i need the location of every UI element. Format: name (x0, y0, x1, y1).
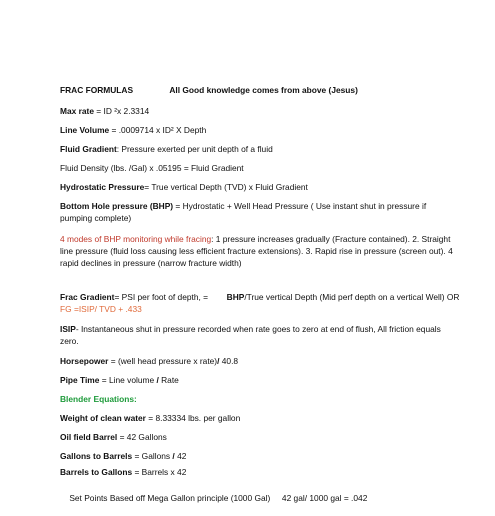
clean-water-label: Weight of clean water (60, 413, 146, 423)
frac-gradient-paragraph (60, 291, 460, 315)
gal-to-bbl-label: Gallons to Barrels (60, 451, 133, 461)
clean-water-line (60, 412, 460, 424)
horsepower-end: 40.8 (219, 356, 239, 366)
frac-gradient-bhp: BHP (226, 292, 245, 302)
set-points-text: Set Points Based off Mega Gallon principle (1000 Gal) 42 gal/ 1000 gal = .042 (69, 493, 368, 503)
max-rate-line (60, 105, 460, 117)
oil-barrel-text: = 42 Gallons (117, 432, 167, 442)
line-volume-label: Line Volume (60, 125, 110, 135)
fluid-density-line (60, 162, 460, 174)
pipe-time-end: Rate (158, 375, 179, 385)
fluid-gradient-line (60, 143, 460, 155)
bhp-modes-label: 4 modes of BHP monitoring while fracing (60, 234, 212, 244)
gal-to-bbl-end: 42 (174, 451, 187, 461)
bhp-line (60, 200, 460, 224)
gal-to-bbl-line (60, 450, 460, 462)
hydrostatic-label: Hydrostatic Pressure (60, 182, 145, 192)
fluid-gradient-label: Fluid Gradient (60, 144, 117, 154)
pipe-time-text: = Line volume (99, 375, 157, 385)
fluid-density-text: Fluid Density (lbs. /Gal) x .05195 = Fluid Gradient (60, 163, 244, 173)
oil-barrel-label: Oil field Barrel (60, 432, 118, 442)
max-rate-text: = ID ²x 2.3314 (93, 106, 150, 116)
line-volume-line (60, 124, 460, 136)
fluid-gradient-text: : Pressure exerted per unit depth of a fluid (116, 144, 273, 154)
document-title: FRAC FORMULAS (60, 85, 134, 95)
blender-heading: Blender Equations: (60, 394, 137, 404)
bbl-to-gal-label: Barrels to Gallons (60, 467, 133, 477)
horsepower-divide: / (217, 356, 220, 366)
bbl-to-gal-text: = Barrels x 42 (132, 467, 187, 477)
header-line (60, 84, 460, 96)
pipe-time-line (60, 374, 460, 386)
frac-gradient-label: Frac Gradient (60, 292, 115, 302)
line-volume-text: = .0009714 x ID² X Depth (109, 125, 207, 135)
document-motto: All Good knowledge comes from above (Jesus) (169, 85, 358, 95)
horsepower-text: = (well head pressure x rate) (108, 356, 218, 366)
bhp-text: = Hydrostatic + Well Head Pressure ( Use instant shut in pressure if pumping complete) (60, 201, 427, 223)
bbl-to-gal-line (60, 466, 460, 478)
max-rate-label: Max rate (60, 106, 94, 116)
horsepower-line (60, 355, 460, 367)
pipe-time-label: Pipe Time (60, 375, 100, 385)
clean-water-text: = 8.33334 lbs. per gallon (145, 413, 241, 423)
bhp-label: Bottom Hole pressure (BHP) (60, 201, 174, 211)
frac-gradient-fg-formula: FG =ISIP/ TVD + .433 (60, 304, 142, 314)
gal-to-bbl-divide: / (172, 451, 175, 461)
horsepower-label: Horsepower (60, 356, 109, 366)
blender-heading-line (60, 393, 460, 405)
gal-to-bbl-text: = Gallons (132, 451, 173, 461)
isip-text: - Instantaneous shut in pressure recorded when rate goes to zero at end of flush, All friction equals zero. (60, 324, 441, 346)
set-points-line (60, 480, 480, 516)
frac-gradient-text-1: = PSI per foot of depth, = (114, 292, 227, 302)
oil-barrel-line (60, 431, 460, 443)
hydrostatic-text: = True vertical Depth (TVD) x Fluid Gradient (144, 182, 308, 192)
hydrostatic-line (60, 181, 460, 193)
bhp-modes-paragraph (60, 233, 460, 269)
bhp-modes-text: : 1 pressure increases gradually (Fracture contained). 2. Straight line pressure (fluid loss causing less efficient fracture extensions). 3. Rapid rise in pressure (screen out). 4 rapid declines in pressure (narrow fracture width) (60, 234, 453, 268)
pipe-time-divide: / (156, 375, 159, 385)
frac-gradient-text-2: /True vertical Depth (Mid perf depth on a vertical Well) OR (244, 292, 460, 302)
isip-paragraph (60, 323, 460, 347)
isip-label: ISIP (60, 324, 76, 334)
